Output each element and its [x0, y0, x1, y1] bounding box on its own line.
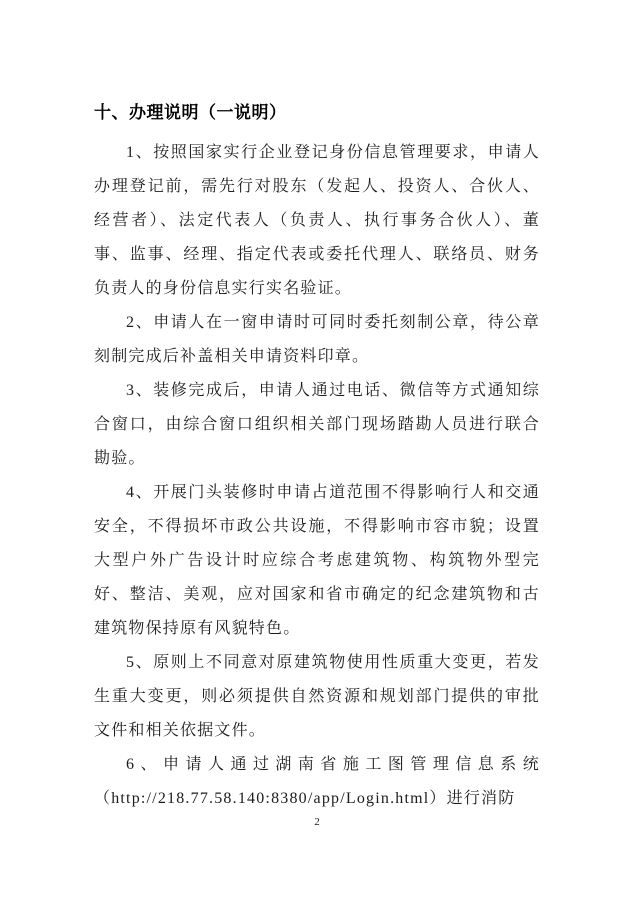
paragraph-4: 4、开展门头装修时申请占道范围不得影响行人和交通安全，不得损坏市政公共设施，不得影响市容市貌；设置大型户外广告设计时应综合考虑建筑物、构筑物外型完好、整洁、美观，应对国家和省市确定的纪念建筑物和古建筑物保持原有风貌特色。	[94, 484, 540, 637]
section-heading: 十、办理说明（一说明）	[94, 103, 287, 122]
paragraph-1: 1、按照国家实行企业登记身份信息管理要求，申请人办理登记前，需先行对股东（发起人、投资人、合伙人、经营者）、法定代表人（负责人、执行事务合伙人）、董事、监事、经理、指定代表或委托代理人、联络员、财务负责人的身份信息实行实名验证。	[94, 144, 540, 297]
paragraph-2: 2、申请人在一窗申请时可同时委托刻制公章，待公章刻制完成后补盖相关申请资料印章。	[94, 314, 540, 365]
paragraph-3: 3、装修完成后，申请人通过电话、微信等方式通知综合窗口，由综合窗口组织相关部门现场踏勘人员进行联合勘验。	[94, 382, 540, 467]
page-number: 2	[314, 816, 320, 828]
paragraph-5: 5、原则上不同意对原建筑物使用性质重大变更，若发生重大变更，则必须提供自然资源和规划部门提供的审批文件和相关依据文件。	[94, 654, 540, 739]
document-body	[94, 99, 540, 816]
paragraph-6: 6、申请人通过湖南省施工图管理信息系统（http://218.77.58.140:8380/app/Login.html）进行消防	[94, 756, 540, 807]
